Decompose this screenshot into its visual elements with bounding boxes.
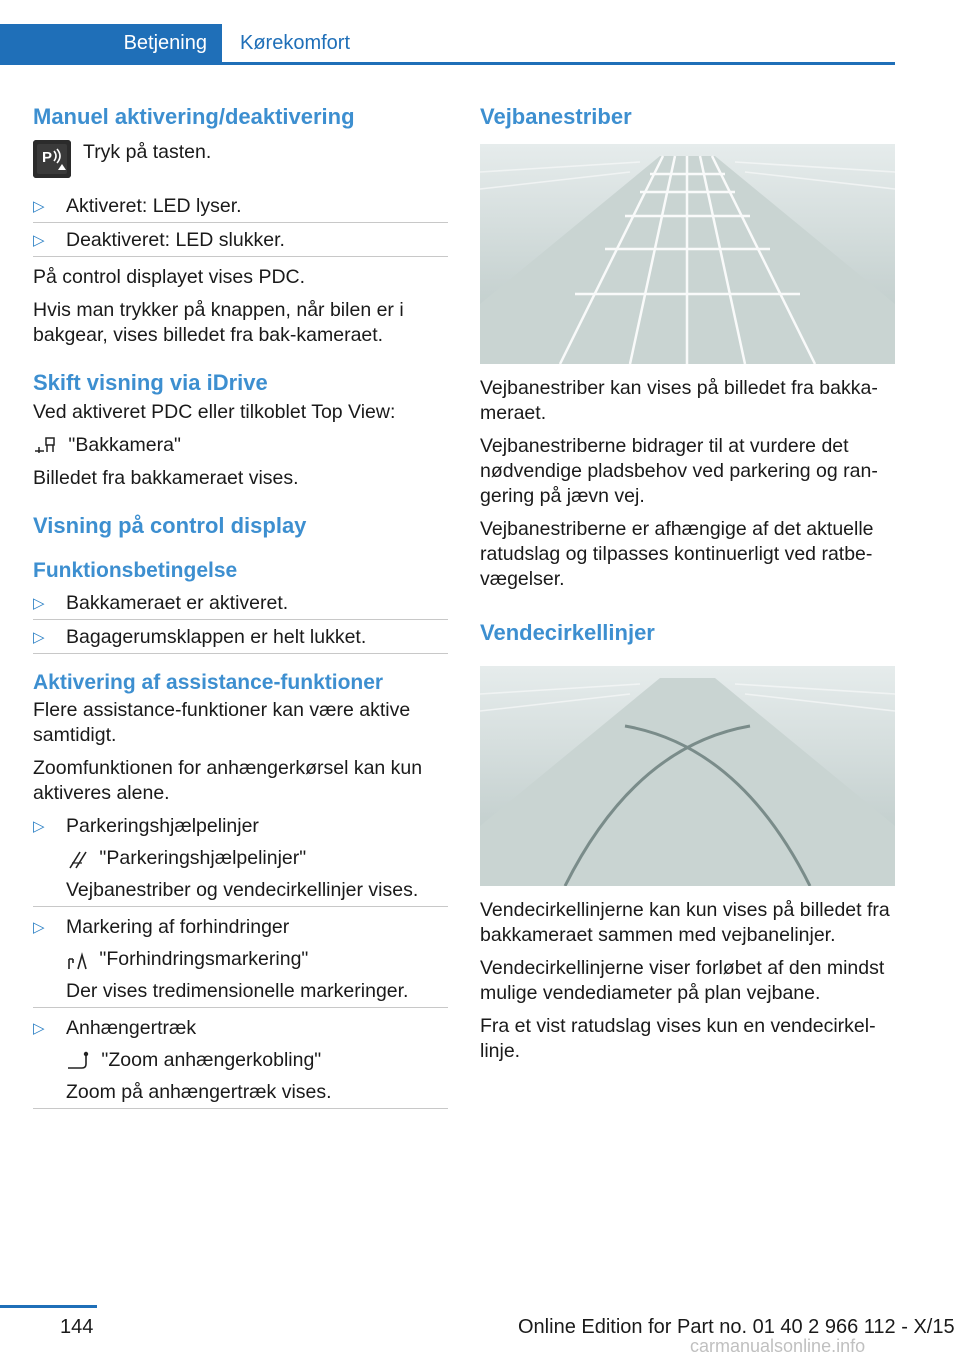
bullet-triangle-icon: ▷ (33, 198, 45, 215)
tab-korekomfort: Kørekomfort (240, 32, 351, 54)
left-column (33, 100, 448, 1113)
paragraph-turn-1: Vendecirkellinjerne kan kun vises på billedet fra bakkameraet sammen med vejbanelinjer. (480, 899, 890, 946)
obstacle-marking-icon (66, 949, 88, 971)
page-number: 144 (60, 1316, 94, 1338)
heading-switch-view: Skift visning via iDrive (33, 370, 268, 395)
paragraph-lanes-3: Vejbanestriberne er afhængige af det aktuelle ratudslag og tilpasses kontinuerligt ved ratbevægelser. (480, 518, 874, 590)
bullet-triangle-icon: ▷ (33, 919, 45, 936)
turning-lines-illustration (480, 666, 895, 886)
list-item (33, 814, 448, 903)
paragraph-pdc: På control displayet vises PDC. (33, 266, 306, 288)
menu-item-bakkamera (33, 433, 448, 458)
menu-item-label: "Zoom anhængerkobling" (101, 1049, 322, 1071)
bullet-triangle-icon: ▷ (33, 1020, 45, 1037)
backup-camera-icon (33, 435, 57, 457)
bullet-triangle-icon: ▷ (33, 232, 45, 249)
paragraph-assist-1: Flere assistance-funktioner kan være aktive samtidigt. (33, 699, 411, 746)
list-item (33, 1016, 448, 1105)
hitch-zoom-icon (66, 1050, 90, 1072)
paragraph-backcam: Billedet fra bakkameraet vises. (33, 467, 299, 489)
list-item-title: Markering af forhindringer (66, 916, 290, 938)
heading-lane-lines: Vejbanestriber (480, 104, 632, 129)
menu-item-label: "Parkeringshjælpelinjer" (99, 847, 307, 869)
list-item-text: Aktiveret: LED lyser. (66, 195, 242, 217)
bullet-triangle-icon: ▷ (33, 818, 45, 835)
list-item-text: Deaktiveret: LED slukker. (66, 229, 285, 251)
press-key-row (33, 140, 448, 178)
parking-lines-icon (66, 848, 88, 870)
menu-item-obstacle-marking (66, 947, 448, 972)
menu-item-parking-lines (66, 846, 448, 871)
list-item-title: Anhængertræk (66, 1017, 197, 1039)
menu-item-label: "Bakkamera" (68, 434, 181, 456)
press-key-text: Tryk på tasten. (83, 141, 212, 163)
list-item (33, 625, 448, 650)
list-item-desc: Vejbanestriber og vendecirkellinjer vises. (66, 879, 419, 901)
heading-turning-lines: Vendecirkellinjer (480, 620, 655, 645)
bullet-triangle-icon: ▷ (33, 595, 45, 612)
heading-assist-functions: Aktivering af assistance-funktioner (33, 671, 384, 694)
footer-rule (0, 1305, 97, 1308)
heading-control-display: Visning på control display (33, 513, 307, 538)
heading-manual-activation: Manuel aktivering/deaktivering (33, 104, 355, 129)
list-item-desc: Der vises tredimensionelle markeringer. (66, 980, 409, 1002)
list-item-text: Bakkameraet er aktiveret. (66, 592, 289, 614)
menu-item-hitch-zoom (66, 1048, 448, 1073)
lane-lines-illustration (480, 144, 895, 364)
menu-item-label: "Forhindringsmarkering" (99, 948, 309, 970)
right-column (480, 100, 895, 1072)
tab-betjening: Betjening (0, 24, 222, 62)
list-item (33, 915, 448, 1004)
paragraph-turn-2: Vendecirkellinjerne viser forløbet af den mindst mulige vendediameter på plan vejbane. (480, 957, 885, 1004)
assist-list (33, 814, 448, 1105)
list-item (33, 228, 448, 253)
paragraph-assist-2: Zoomfunktionen for anhængerkørsel kan kun aktiveres alene. (33, 757, 423, 804)
led-status-list (33, 194, 448, 253)
svg-text:P: P (42, 149, 53, 166)
bullet-triangle-icon: ▷ (33, 629, 45, 646)
paragraph-lanes-1: Vejbanestriber kan vises på billedet fra bakkameraet. (480, 377, 878, 424)
pdc-button-icon (33, 140, 71, 178)
edition-text: Online Edition for Part no. 01 40 2 966 112 - X/15 (518, 1316, 955, 1338)
list-item-text: Bagagerumsklappen er helt lukket. (66, 626, 367, 648)
list-item-title: Parkeringshjælpelinjer (66, 815, 259, 837)
watermark: carmanualsonline.info (690, 1336, 866, 1356)
paragraph-switch-view: Ved aktiveret PDC eller tilkoblet Top View: (33, 401, 396, 423)
header-tabbar (0, 24, 895, 65)
list-item (33, 591, 448, 616)
conditions-list (33, 591, 448, 650)
paragraph-lanes-2: Vejbanestriberne bidrager til at vurdere det nødvendige pladsbehov ved parkering og rangering på jævn vej. (480, 435, 878, 507)
paragraph-reverse-gear: Hvis man trykker på knappen, når bilen er i bakgear, vises billedet fra bak-kameraet. (33, 299, 404, 346)
list-item-desc: Zoom på anhængertræk vises. (66, 1081, 332, 1103)
heading-conditions: Funktionsbetingelse (33, 559, 238, 582)
list-item (33, 194, 448, 219)
paragraph-turn-3: Fra et vist ratudslag vises kun en vendecirkellinje. (480, 1015, 876, 1062)
